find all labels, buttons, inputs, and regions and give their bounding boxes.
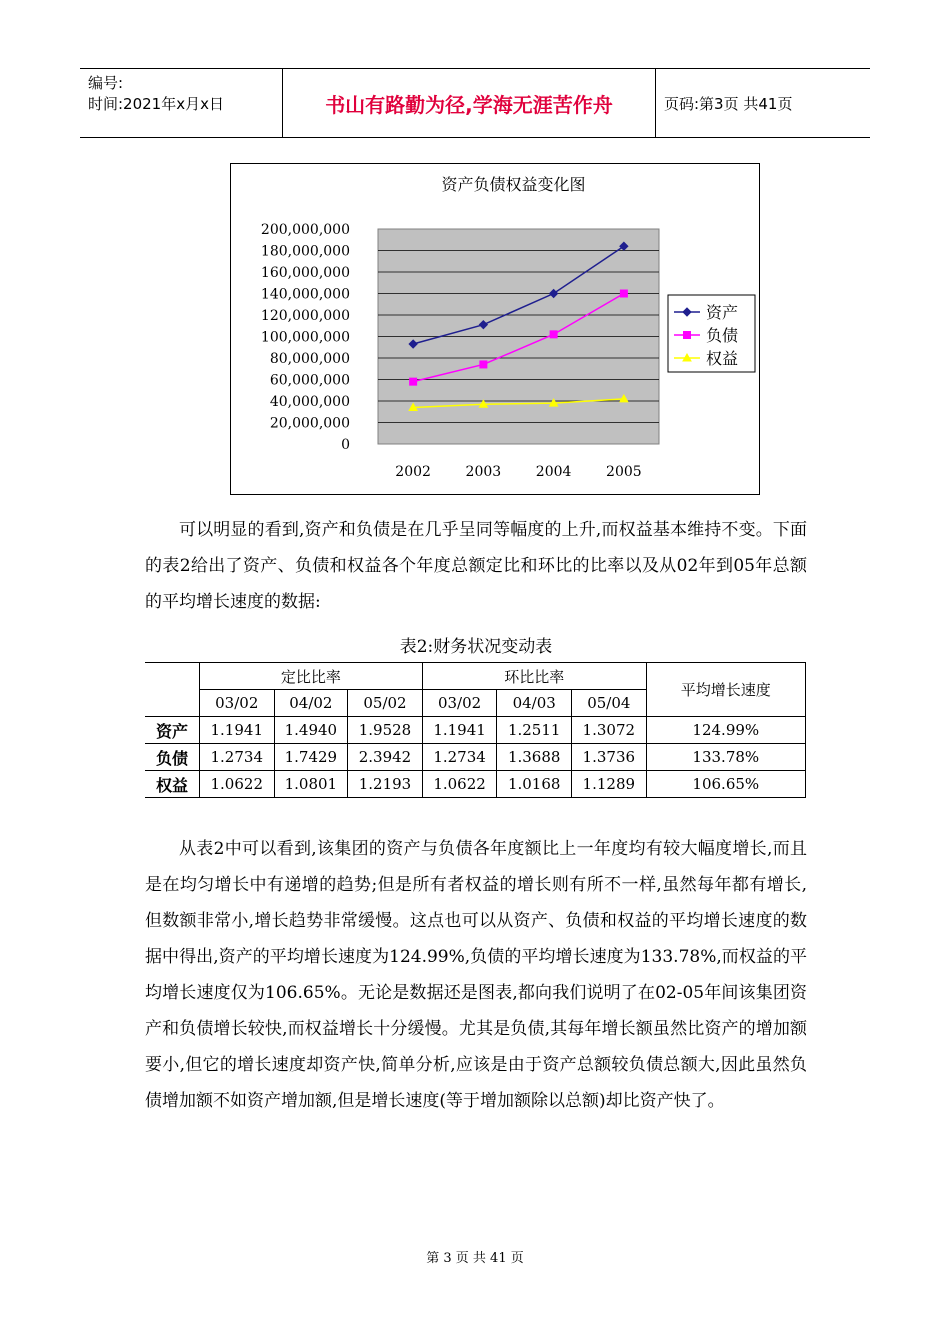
table-row [145, 717, 806, 744]
y-tick-label: 140,000,000 [260, 286, 350, 303]
avg-cell: 133.78% [646, 744, 805, 771]
time-label: 时间:2021年x月x日 [88, 95, 224, 113]
table-cell: 1.2734 [199, 744, 274, 771]
y-tick-label: 180,000,000 [260, 243, 350, 260]
x-tick-label: 2003 [465, 464, 502, 480]
subheader: 05/02 [348, 690, 423, 717]
table-corner [145, 663, 199, 717]
avg-cell: 124.99% [646, 717, 805, 744]
paragraph-1-text: 可以明显的看到,资产和负债是在几乎呈同等幅度的上升,而权益基本维持不变。下面的表2给出了资产、负债和权益各个年度总额定比和环比的比率以及从02年到05年总额的平均增长速度的数据: [145, 520, 807, 612]
header-meta [88, 73, 288, 115]
paragraph-1 [145, 512, 807, 620]
header-motto: 书山有路勤为径,学海无涯苦作舟 [282, 69, 656, 137]
table-caption: 表2:财务状况变动表 [399, 637, 553, 657]
page-header [80, 68, 870, 138]
line-chart [230, 163, 760, 495]
header-page-info: 页码:第3页 共41页 [664, 94, 793, 113]
y-tick-label: 160,000,000 [260, 265, 350, 281]
y-tick-label: 20,000,000 [269, 415, 350, 432]
chart-title: 资产负债权益变化图 [441, 175, 586, 194]
table-cell: 1.9528 [348, 717, 423, 744]
code-label: 编号: [88, 74, 124, 92]
data-point [550, 331, 557, 338]
table-cell: 1.4940 [274, 717, 348, 744]
y-tick-label: 80,000,000 [269, 351, 350, 367]
table-cell: 1.3072 [572, 717, 647, 744]
legend-label: 权益 [706, 349, 739, 368]
y-tick-label: 40,000,000 [269, 394, 350, 410]
x-tick-label: 2005 [606, 464, 642, 480]
paragraph-2-text: 从表2中可以看到,该集团的资产与负债各年度额比上一年度均有较大幅度增长,而且是在均匀增长中有递增的趋势;但是所有者权益的增长则有所不一样,虽然每年都有增长,但数额非常小,增长趋势非常缓慢。这点也可以从资产、负债和权益的平均增长速度的数据中得出,资产的平均增长速度为124.99%,负债的平均增长速度为133.78%,而权益的平均增长速度仅为106.65%。无论是数据还是图表,都向我们说明了在02-05年间该集团资产和负债增长较快,而权益增长十分缓慢。尤其是负债,其每年增长额虽然比资产的增加额要小,但它的增长速度却资产快,简单分析,应该是由于资产总额较负债总额大,因此虽然负债增加额不如资产增加额,但是增长速度(等于增加额除以总额)却比资产快了。 [145, 839, 807, 1111]
table-cell: 1.1289 [572, 771, 647, 798]
table-cell: 1.2511 [497, 717, 572, 744]
table-row [145, 771, 806, 798]
avg-cell: 106.65% [646, 771, 805, 798]
x-tick-label: 2004 [535, 464, 572, 480]
financial-table [145, 662, 806, 798]
y-tick-label: 0 [341, 437, 350, 453]
table-cell: 1.1941 [199, 717, 274, 744]
row-label: 权益 [145, 771, 199, 798]
table-cell: 1.0168 [497, 771, 572, 798]
subheader: 03/02 [422, 690, 497, 717]
paragraph-2 [145, 831, 807, 1119]
table-cell: 1.3688 [497, 744, 572, 771]
table-cell: 1.2734 [422, 744, 497, 771]
table-cell: 1.2193 [348, 771, 423, 798]
table-row [145, 744, 806, 771]
subheader: 04/03 [497, 690, 572, 717]
page-footer: 第 3 页 共 41 页 [426, 1251, 524, 1266]
group-header-fixed: 定比比率 [199, 663, 422, 690]
data-point [684, 332, 691, 339]
row-label: 负债 [145, 744, 199, 771]
y-tick-label: 100,000,000 [260, 329, 350, 346]
y-tick-label: 60,000,000 [269, 372, 350, 389]
legend-label: 资产 [706, 303, 739, 322]
x-tick-label: 2002 [395, 464, 431, 480]
subheader: 04/02 [274, 690, 348, 717]
data-point [410, 378, 417, 385]
avg-header: 平均增长速度 [646, 663, 805, 717]
y-tick-label: 200,000,000 [260, 222, 350, 238]
table-cell: 1.0622 [422, 771, 497, 798]
row-label: 资产 [145, 717, 199, 744]
table-cell: 1.3736 [572, 744, 647, 771]
chart-svg [231, 164, 759, 494]
y-tick-label: 120,000,000 [260, 308, 350, 324]
legend-label: 负债 [706, 326, 739, 345]
table-cell: 1.0801 [274, 771, 348, 798]
subheader: 03/02 [199, 690, 274, 717]
table-cell: 2.3942 [348, 744, 423, 771]
subheader: 05/04 [572, 690, 647, 717]
data-point [620, 290, 627, 297]
data-point [480, 361, 487, 368]
table-cell: 1.0622 [199, 771, 274, 798]
table-cell: 1.1941 [422, 717, 497, 744]
table-cell: 1.7429 [274, 744, 348, 771]
group-header-chain: 环比比率 [422, 663, 646, 690]
